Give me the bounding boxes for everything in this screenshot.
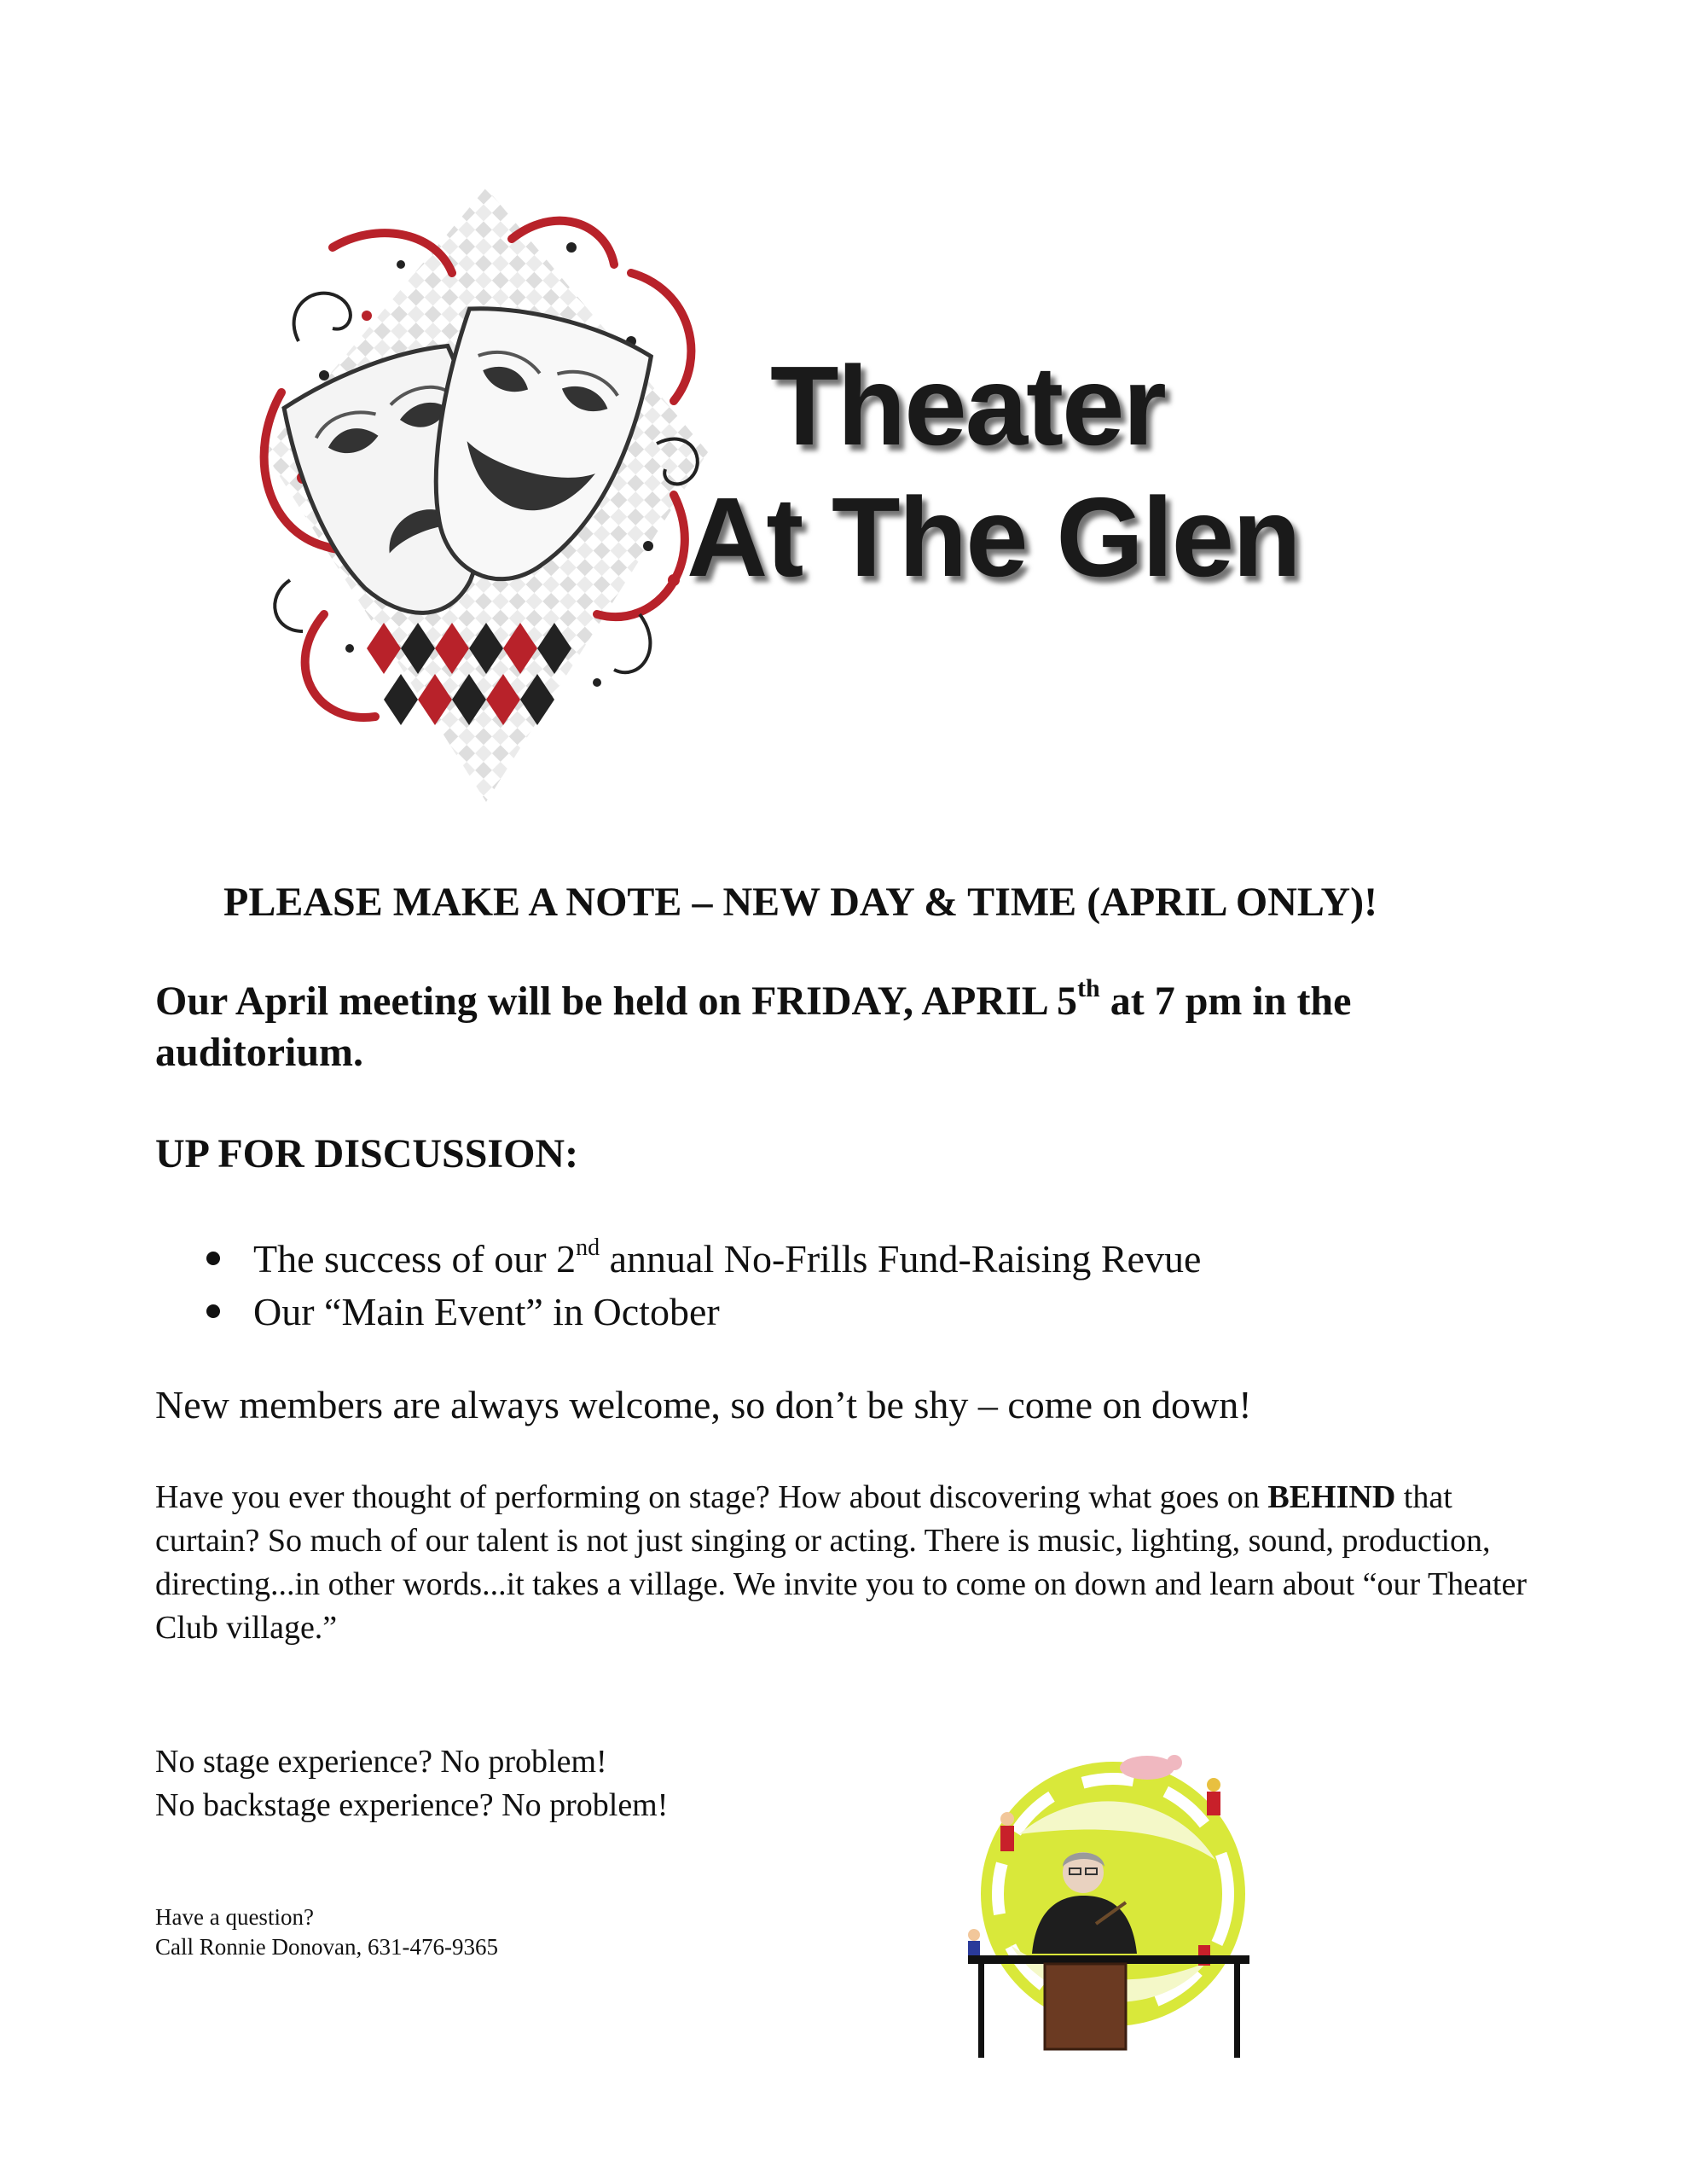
list-item-suffix: nd <box>576 1234 600 1261</box>
bullet-icon <box>206 1252 220 1265</box>
discussion-list <box>198 1233 1201 1339</box>
meeting-text-before: Our April meeting will be held on FRIDAY, APRIL 5 <box>155 979 1078 1024</box>
logo-title-line2: At The Glen <box>687 474 1300 600</box>
no-experience-line: No stage experience? No problem! <box>155 1744 607 1780</box>
puppeteer-at-desk-icon <box>951 1732 1309 2090</box>
contact-call: Call Ronnie Donovan, 631-476-9365 <box>155 1934 498 1960</box>
invitation-paragraph <box>155 1476 1528 1650</box>
list-item-text-after: annual No-Frills Fund-Raising Revue <box>600 1237 1202 1281</box>
list-item <box>198 1286 1201 1339</box>
paragraph-text-after: that curtain? So much of our talent is not just singing or acting. There is music, lighting, sound, production, directing...in other words...it takes a village. We invite you to come on down and learn about “our Theater Club village.” <box>155 1479 1527 1646</box>
paragraph-emphasis: BEHIND <box>1267 1479 1396 1515</box>
bullet-icon <box>206 1304 220 1318</box>
comedy-tragedy-masks-icon <box>230 171 742 819</box>
no-experience-lines <box>155 1740 668 1827</box>
logo-title <box>687 343 1300 600</box>
meeting-announcement <box>155 976 1520 1078</box>
list-item-text-before: The success of our 2 <box>253 1237 577 1281</box>
notice-heading: PLEASE MAKE A NOTE – NEW DAY & TIME (APRIL ONLY)! <box>223 880 1378 925</box>
contact-question: Have a question? <box>155 1904 314 1930</box>
contact-info <box>155 1902 498 1962</box>
meeting-date-suffix: th <box>1077 974 1100 1002</box>
paragraph-text-before: Have you ever thought of performing on stage? How about discovering what goes on <box>155 1479 1268 1515</box>
list-item-text-before: Our “Main Event” in October <box>253 1290 720 1333</box>
meeting-text-after: at 7 pm in the auditorium. <box>155 979 1352 1075</box>
no-experience-line: No backstage experience? No problem! <box>155 1787 669 1823</box>
list-item <box>198 1233 1201 1286</box>
welcome-text: New members are always welcome, so don’t be shy – come on down! <box>155 1383 1252 1426</box>
discussion-heading: UP FOR DISCUSSION: <box>155 1131 579 1176</box>
logo-title-line1: Theater <box>770 343 1165 468</box>
